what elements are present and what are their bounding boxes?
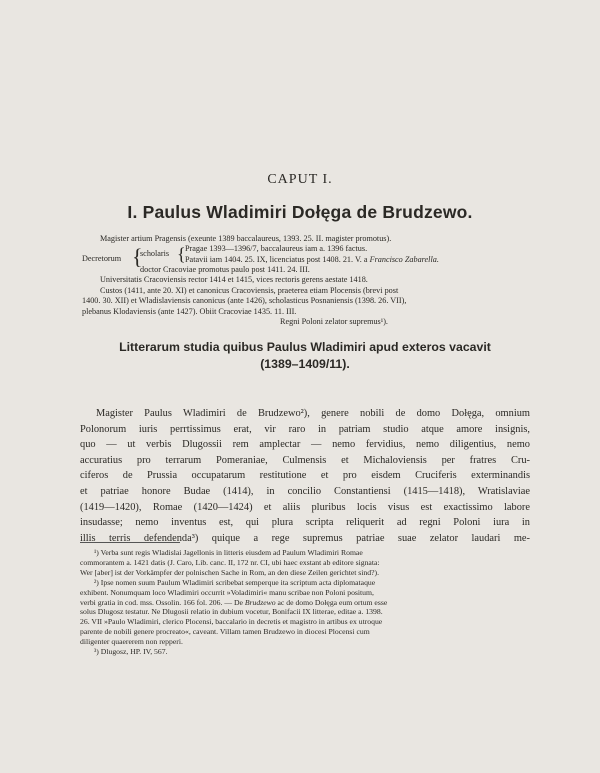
body-line: illis terris defendenda³) quique a rege supremus patriae suae zelator laudari me- — [80, 532, 530, 544]
footnote-line: ²) Ipse nomen suum Paulum Wladimiri scribebat semperque ita scriptum acta diplomataque — [94, 577, 376, 587]
footnote-line: ¹) Verba sunt regis Wladislai Jagellonis in litteris eiusdem ad Paulum Wladimiri Romae — [94, 548, 363, 557]
footnote-divider — [80, 542, 180, 543]
footnote-line: ³) Dlugosz, HP. IV, 567. — [94, 647, 168, 657]
brace-glyph: { — [177, 244, 186, 265]
footnote-line: diligenter quaererem non repperi. — [80, 637, 183, 647]
decretorum-label: Decretorum — [82, 254, 122, 264]
body-line: ciferos de Prussia occupatarum restitutione et pro eisdem Cruciferis exterminandis — [80, 470, 530, 482]
chapter-title: CAPUT I. — [267, 172, 333, 187]
bio-text: Patavii iam 1404. 25. IX, licenciatus post 1408. 21. V. a — [185, 254, 370, 264]
bio-line: Pragae 1393—1396/7, baccalaureus iam a. 1396 factus. — [185, 244, 368, 254]
footnote-line: 26. VII »Paulo Wladimiri, clerico Plocensi, baccalario in decretis et magistro in artibus ex utroque — [80, 617, 383, 627]
subsection-heading — [80, 339, 530, 373]
section-heading: I. Paulus Wladimiri Dołęga de Brudzewo. — [127, 202, 473, 222]
body-line: Polonorum iuris perrtissimus erat, vir raro in patriam studio atque amore insignis, — [80, 423, 530, 435]
bio-line: 1400. 30. XII) et Wladislaviensis canonicus (ante 1426), scholasticus Posnaniensis (1398. 26. VII), — [82, 296, 407, 306]
bio-line — [185, 255, 439, 265]
bio-line: Universitatis Cracoviensis rector 1414 et 1415, vices rectoris gerens aestate 1418. — [100, 275, 368, 285]
body-line: accuratius pro terrarum Pomeraniae, Culmensis et Michaloviensis per fratres Cru- — [80, 454, 530, 466]
body-line: Magister Paulus Wladimiri de Brudzewo²), genere nobili de domo Dołęga, omnium — [96, 408, 530, 419]
biographical-summary — [82, 234, 522, 327]
bio-italic-name: Francisco Zabarella. — [369, 254, 439, 264]
body-paragraph — [80, 406, 530, 546]
body-line: quo — ut verbis Dlugossii rem amplectar — nemo fervidius, nemo diligentius, nemo — [80, 439, 530, 451]
bio-line: Magister artium Pragensis (exeunte 1389 baccalaureus, 1393. 25. II. magister promotus). — [100, 234, 392, 243]
scholaris-label: scholaris — [140, 249, 170, 259]
bio-line: Regni Poloni zelator supremus¹). — [280, 317, 388, 327]
decretorum-block — [82, 244, 522, 275]
footnote-line: parente de nobili genere procreato«, caveant. Villam tamen Brudzewo in diocesi Plocensi cum — [80, 627, 370, 637]
footnote-line: exhibent. Nonumquam loco Wladimiri occurrit »Voladimiri« manu scribae non Poloni positum, — [80, 587, 374, 597]
footnote-text: verbi gratia in cod. mss. Ossolin. 166 fol. 206. — De — [80, 597, 245, 607]
subsection-heading-line: (1389–1409/11). — [260, 357, 350, 371]
footnote-line: Wer [aber] ist der Vorkämpfer der polnischen Sache in Rom, an den diese Zeilen gerichtet sind?). — [80, 567, 380, 577]
footnote-text: ac de domo Dołęga eum ortum esse — [275, 597, 388, 607]
bio-line: doctor Cracoviae promotus paulo post 1411. 24. III. — [140, 265, 310, 275]
footnote-line: solus Dlugosz testatur. Ne Dlugosii relatio in dubium vocetur, Bonifacii IX litterae, editae a. 1398. — [80, 607, 383, 617]
body-line: (1419—1420), Romae (1420—1424) et aliis pluribus locis visus est exactissimo labore — [80, 501, 530, 513]
brace-glyph: { — [132, 244, 143, 270]
footnote-line — [80, 598, 530, 608]
subsection-heading-line: Litterarum studia quibus Paulus Wladimiri apud exteros vacavit — [119, 340, 491, 354]
footnote-italic: Brudzewo — [244, 597, 276, 607]
body-line: insudasse; nemo inventus est, qui plura scripta reliquerit ad regni Poloni iura in — [80, 517, 530, 529]
footnotes — [80, 548, 530, 657]
bio-line: Custos (1411, ante 20. XI) et canonicus Cracoviensis, praeterea etiam Plocensis (brevi post — [100, 285, 399, 295]
body-line: et patriae honore Budae (1414), in concilio Constantiensi (1415—1418), Wratislaviae — [80, 485, 530, 497]
footnote-line: commorantem a. 1421 datis (J. Caro, Lib. canc. II, 172 nr. CI, ubi haec exstant ab editore signata: — [80, 557, 380, 567]
bio-line: plebanus Klodaviensis (ante 1427). Obiit Cracoviae 1435. 11. III. — [82, 306, 297, 316]
